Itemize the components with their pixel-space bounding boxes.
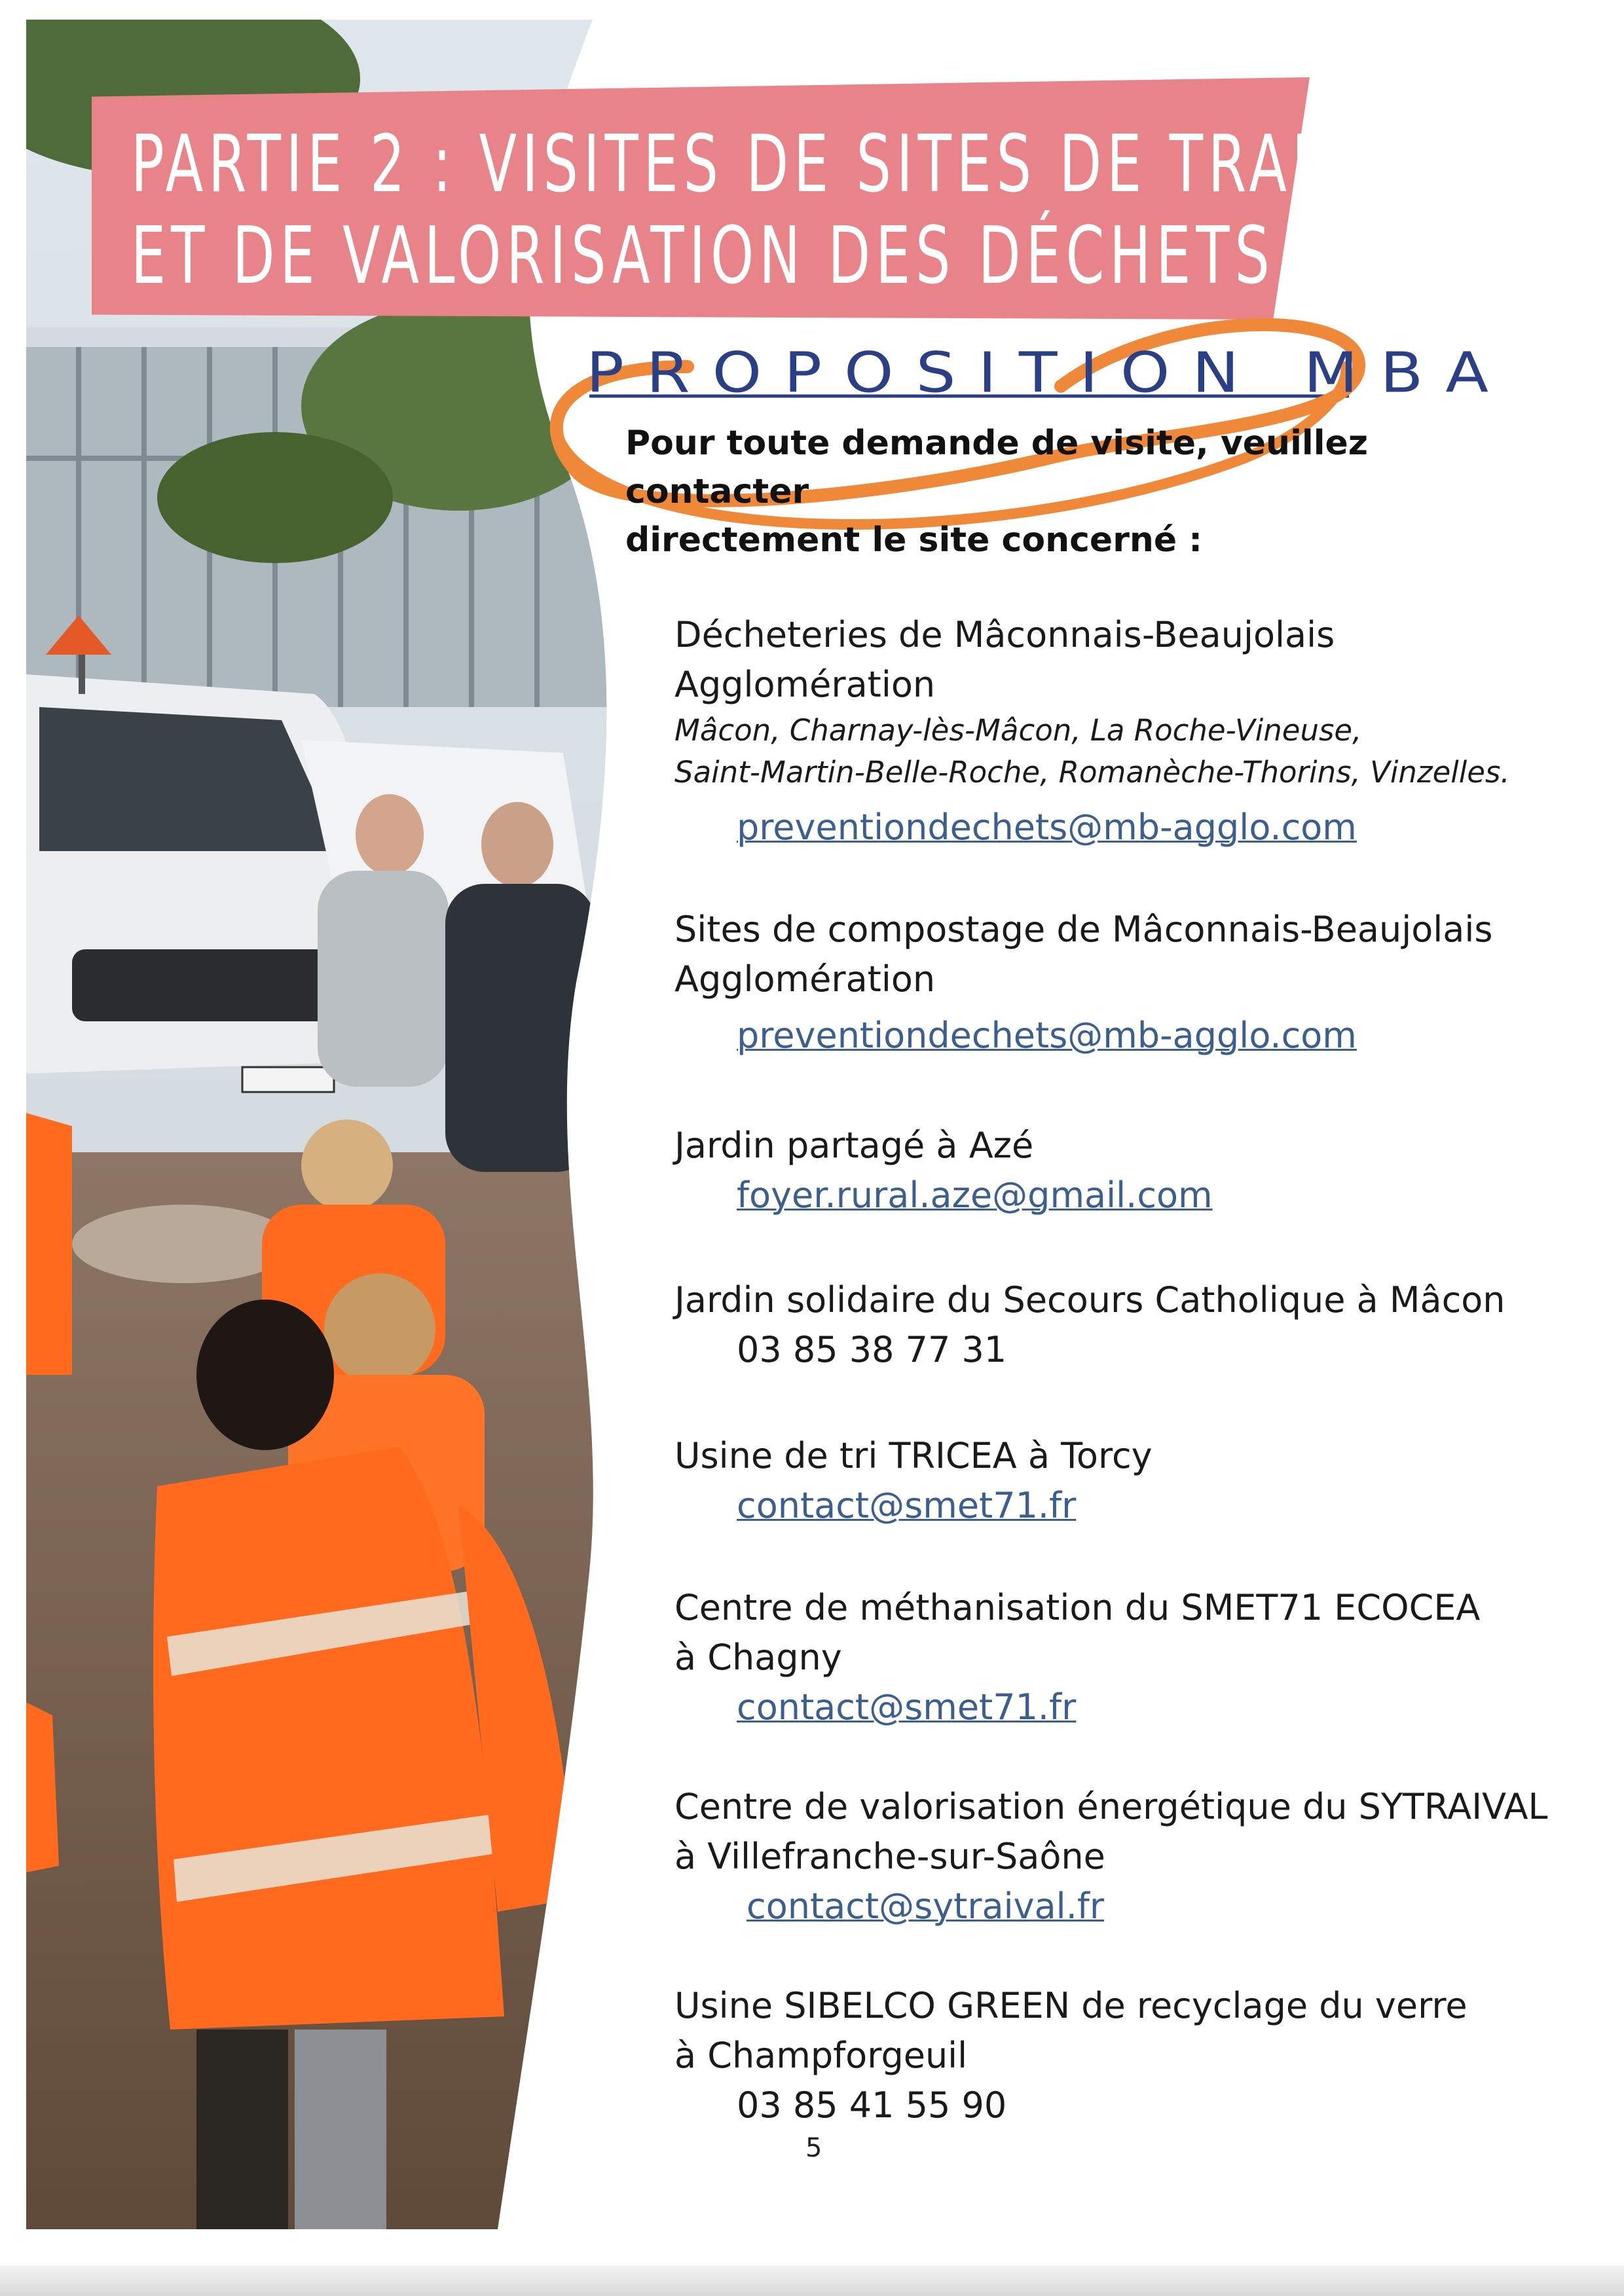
site-entry-ecocea: [674, 1583, 1591, 1732]
site-entry-decheteries: [674, 610, 1591, 852]
site-locations: Saint-Martin-Belle-Roche, Romanèche-Thorins, Vinzelles.: [674, 755, 1510, 790]
site-title: Usine de tri TRICEA à Torcy: [674, 1435, 1153, 1476]
phone-number: 03 85 41 55 90: [737, 2085, 1007, 2126]
page-title-line-2: ET DE VALORISATION DES DÉCHETS: [131, 211, 1275, 302]
site-entry-jardin-solidaire: [674, 1275, 1591, 1375]
site-title: à Chagny: [674, 1637, 842, 1678]
site-title: à Champforgeuil: [674, 2035, 968, 2076]
site-entry-jardin-aze: [674, 1121, 1591, 1220]
site-title: Jardin solidaire du Secours Catholique à Mâcon: [674, 1279, 1505, 1321]
site-title: Centre de méthanisation du SMET71 ECOCEA: [674, 1587, 1481, 1628]
site-title: Agglomération: [674, 958, 936, 1000]
site-entry-sibelco: [674, 1981, 1591, 2130]
intro-line-2: directement le site concerné :: [625, 520, 1203, 560]
intro-line-1: Pour toute demande de visite, veuillez contacter: [625, 424, 1369, 511]
site-title: Jardin partagé à Azé: [674, 1125, 1034, 1166]
site-title: Décheteries de Mâconnais-Beaujolais: [674, 614, 1335, 655]
email-link[interactable]: contact@smet71.fr: [737, 1485, 1077, 1526]
site-title: Centre de valorisation énergétique du SYTRAIVAL: [674, 1786, 1548, 1827]
page-title-line-1: PARTIE 2 : VISITES DE SITES DE TRAITEMENT: [131, 119, 1570, 210]
email-link[interactable]: preventiondechets@mb-agglo.com: [737, 1015, 1357, 1056]
site-title: à Villefranche-sur-Saône: [674, 1836, 1105, 1877]
phone-number: 03 85 38 77 31: [737, 1329, 1007, 1370]
page-number: 5: [805, 2133, 822, 2163]
email-link[interactable]: foyer.rural.aze@gmail.com: [737, 1175, 1213, 1216]
site-entry-sytraival: [674, 1782, 1591, 1931]
email-link[interactable]: contact@sytraival.fr: [747, 1886, 1105, 1927]
intro-text: [625, 419, 1542, 564]
handwritten-proposition-mba: PROPOSITION MBA: [586, 340, 1511, 405]
email-link[interactable]: contact@smet71.fr: [737, 1686, 1077, 1728]
site-title: Agglomération: [674, 664, 936, 705]
site-locations: Mâcon, Charnay-lès-Mâcon, La Roche-Vineuse,: [674, 713, 1362, 748]
site-entry-compostage: [674, 905, 1591, 1061]
site-title: Sites de compostage de Mâconnais-Beaujolais: [674, 909, 1493, 950]
site-entry-tricea: [674, 1431, 1591, 1531]
site-title: Usine SIBELCO GREEN de recyclage du verre: [674, 1985, 1467, 2026]
email-link[interactable]: preventiondechets@mb-agglo.com: [737, 807, 1357, 848]
